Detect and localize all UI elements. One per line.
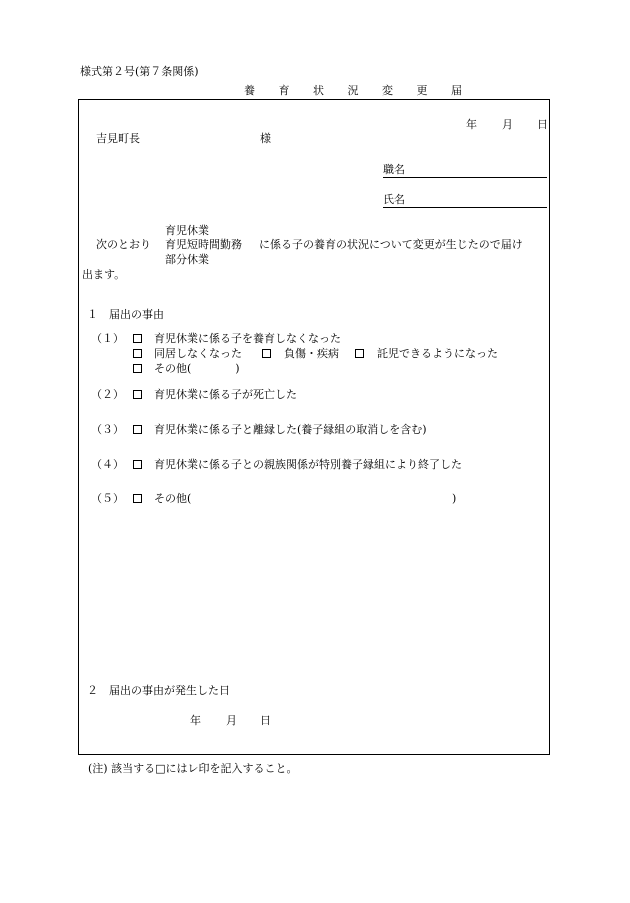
item1d-checkbox[interactable] <box>133 364 142 373</box>
occurrence-month-label: 月 <box>226 714 237 727</box>
item3-text: 育児休業に係る子と離縁した(養子縁組の取消しを含む) <box>154 423 427 436</box>
intro-prefix: 次のとおり <box>96 238 151 251</box>
item1b-text: 負傷・疾病 <box>284 347 339 360</box>
item1-number: （１） <box>91 332 124 345</box>
item2-text: 育児休業に係る子が死亡した <box>154 388 297 401</box>
item1a-checkbox[interactable] <box>133 349 142 358</box>
item1d-text: その他( ) <box>154 362 240 375</box>
intro-continuation: 出ます。 <box>82 268 126 281</box>
item1a-text: 同居しなくなった <box>154 347 242 360</box>
job-title-field[interactable] <box>383 177 547 178</box>
date-month-label: 月 <box>502 118 513 131</box>
date-day-label: 日 <box>537 118 548 131</box>
item4-checkbox[interactable] <box>133 460 142 469</box>
occurrence-day-label: 日 <box>260 714 271 727</box>
item1b-checkbox[interactable] <box>262 349 271 358</box>
addressee-name: 吉見町長 <box>96 132 140 145</box>
item1-text: 育児休業に係る子を養育しなくなった <box>154 332 341 345</box>
date-year-label: 年 <box>466 118 477 131</box>
item5-text: その他( <box>154 492 192 505</box>
item2-number: （２） <box>91 388 124 401</box>
item5-checkbox[interactable] <box>133 494 142 503</box>
intro-option-partial-leave: 部分休業 <box>165 253 209 266</box>
item4-number: （４） <box>91 458 124 471</box>
item5-close-paren: ) <box>452 492 457 505</box>
form-title: 養 育 状 況 変 更 届 <box>244 84 472 97</box>
item1-checkbox[interactable] <box>133 334 142 343</box>
occurrence-year-label: 年 <box>190 714 201 727</box>
addressee-honorific: 様 <box>260 132 271 145</box>
name-label: 氏名 <box>383 193 405 206</box>
intro-suffix: に係る子の養育の状況について変更が生じたので届け <box>259 238 523 251</box>
footnote: (注) 該当する□にはレ印を記入すること。 <box>88 762 298 775</box>
item2-checkbox[interactable] <box>133 390 142 399</box>
item3-number: （３） <box>91 423 124 436</box>
section1-heading: １ 届出の事由 <box>87 308 164 321</box>
item1c-checkbox[interactable] <box>355 349 364 358</box>
name-field[interactable] <box>383 207 547 208</box>
form-number: 様式第２号(第７条関係) <box>80 65 199 78</box>
item1c-text: 託児できるようになった <box>377 347 498 360</box>
intro-option-short-hours: 育児短時間勤務 <box>165 238 242 251</box>
item5-number: （５） <box>91 492 124 505</box>
job-title-label: 職名 <box>383 163 405 176</box>
intro-option-childcare-leave: 育児休業 <box>165 224 209 237</box>
item3-checkbox[interactable] <box>133 425 142 434</box>
item4-text: 育児休業に係る子との親族関係が特別養子縁組により終了した <box>154 458 462 471</box>
section2-heading: ２ 届出の事由が発生した日 <box>87 684 230 697</box>
